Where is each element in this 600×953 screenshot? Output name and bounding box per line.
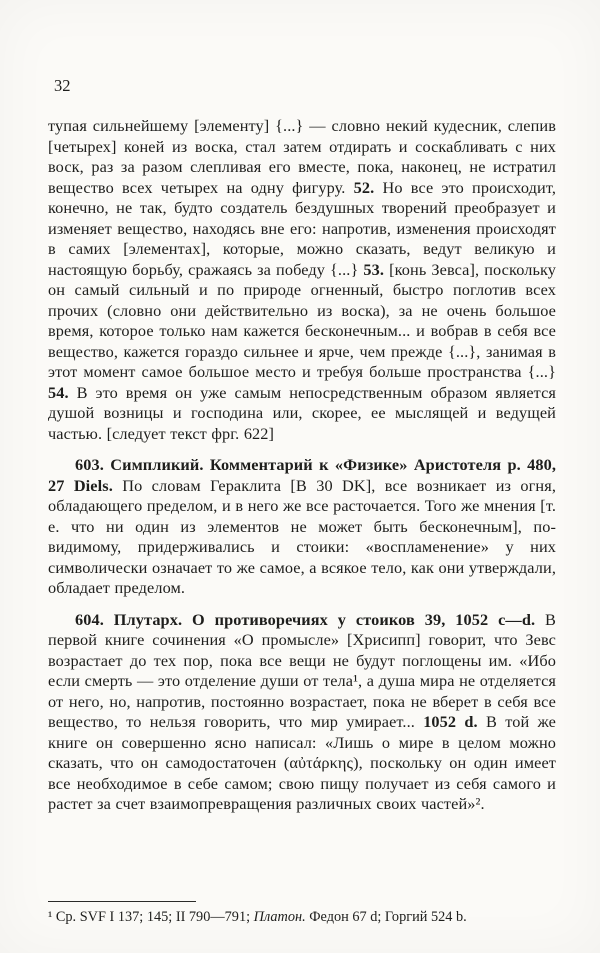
footnote-text (48, 908, 556, 927)
footnote-separator (48, 901, 196, 902)
footnote-block (48, 901, 556, 927)
bold-text-run: 603. Симпликий. Комментарий к «Физике» Аристотеля р. 480, 27 Diels. (48, 455, 556, 495)
bold-text-run: 1052 d. (423, 712, 478, 731)
text-run: Федон 67 d; Горгий 524 b. (305, 909, 467, 925)
bold-text-run: 54. (48, 382, 69, 402)
bold-text-run: 52. (353, 177, 375, 197)
text-run: В первой книге сочинения «О промысле» [Хрисипп] говорит, что Зевс возрастает до тех пор, пока все вещи не будут поглощены им. «Ибо если смерть — это отделение души от тела¹, а душа мира не отделяется от него, но, напротив, постоянно возрастает, пока не вберет в себя все вещество, то нельзя говорить, что мир умирает... (48, 609, 556, 731)
page-number: 32 (54, 76, 71, 95)
italic-text-run: Платон. (253, 909, 306, 925)
text-run: В той же книге он совершенно ясно написал: «Лишь о мире в целом можно сказать, что он самодостаточен (αὐτάρκης), поскольку он один имеет все необходимое в себе самом; свою пищу получает из себя самого и растет за счет взаимопревращения различных своих частей»². (48, 712, 556, 813)
bold-text-run: 53. (363, 259, 385, 279)
bold-text-run: 604. Плутарх. О противоречиях у стоиков 39, 1052 c—d. (75, 609, 536, 629)
text-run: тупая сильнейшему [элементу] {...} — словно некий кудесник, слепив [четырех] коней из воска, стал затем отдирать и соскабливать с них воск, раз за разом слепливая его вместе, пока, наконец, не истратил вещество всех четырех на одну фигуру. (48, 116, 556, 197)
paragraph (48, 610, 556, 815)
paragraph (48, 116, 556, 444)
text-run: Но все это происходит, конечно, не так, будто создатель бездушных творений преобразует и изменяет вещество, находясь вне его: напротив, изменения происходят в самих [элементах], которые, можно сказать, ведут великую и настоящую борьбу, сражаясь за победу {...} (48, 177, 556, 279)
text-run: По словам Гераклита [В 30 DK], все возникает из огня, обладающего пределом, и в него же все расточается. Того же мнения [т. е. что ни один из элементов не может быть бесконечным], по-видимому, придерживались и стоики: «воспламенение» у них символически означает то же самое, а всякое тело, как они утверждали, обладает пределом. (48, 475, 556, 597)
text-run: [конь Зевса], поскольку он самый сильный и по природе огненный, быстро поглотив всех прочих (словно они действительно из воска), за не очень большое время, которое только нам кажется бесконечным... и вобрав в себя все вещество, кажется гораздо сильнее и ярче, чем прежде {...}, занимая в этот момент самое большое место и требуя больше пространства {...} (48, 259, 556, 381)
text-run: ¹ Ср. SVF I 137; 145; II 790—791; (48, 909, 254, 925)
paragraph (48, 455, 556, 599)
text-run: В это время он уже самым непосредственным образом является душой возницы и господина или, скорее, ее мыслящей и ведущей частью. [следует текст фрг. 622] (48, 382, 556, 443)
text-block (48, 116, 556, 815)
